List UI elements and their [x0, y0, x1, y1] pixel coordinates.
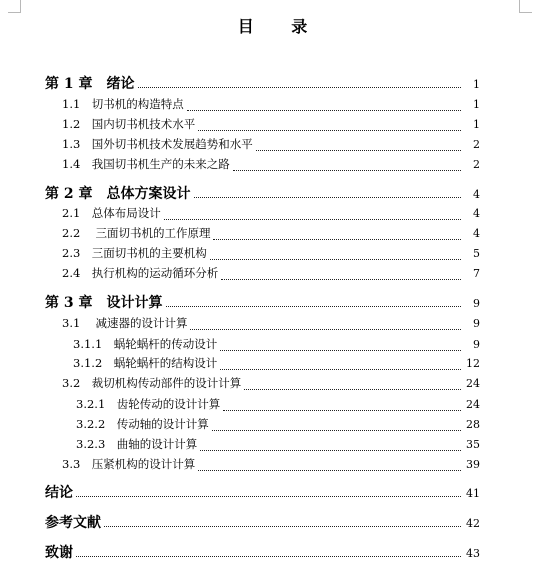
toc-entry-text: 参考文献: [45, 515, 101, 531]
dot-leader: [76, 495, 461, 497]
toc-page-number: 41: [466, 487, 480, 500]
toc-page-number: 28: [466, 418, 480, 431]
toc-entry-text: 1.4 我国切书机生产的未来之路: [62, 157, 230, 171]
dot-leader: [233, 169, 461, 171]
toc-page-number: 4: [473, 188, 480, 201]
dot-leader: [198, 469, 461, 471]
toc-entry-3-2-1[interactable]: [0, 396, 545, 416]
toc-page-number: 4: [473, 227, 480, 240]
toc-entry-text: 3.1.2 蜗轮蜗杆的结构设计: [73, 356, 218, 370]
toc-entry-chapter-3[interactable]: [0, 292, 545, 312]
dot-leader: [164, 218, 461, 220]
toc-entry-3-1-1[interactable]: [0, 336, 545, 356]
dot-leader: [223, 409, 461, 411]
toc-entry-text: 结论: [45, 485, 73, 501]
toc-title: 目 录: [237, 17, 324, 36]
dot-leader: [76, 555, 461, 557]
dot-leader: [221, 278, 461, 280]
toc-entry-1-1[interactable]: [0, 96, 545, 116]
dot-leader: [104, 525, 461, 527]
toc-page-number: 9: [473, 338, 480, 351]
toc-entry-text: 第 3 章 设计计算: [45, 295, 163, 311]
toc-page-number: 12: [466, 357, 480, 370]
toc-page-number: 1: [473, 118, 480, 131]
toc-page-number: 4: [473, 207, 480, 220]
toc-page-number: 35: [466, 438, 480, 451]
toc-entry-text: 3.1.1 蜗轮蜗杆的传动设计: [73, 337, 218, 351]
toc-entry-text: 3.2.2 传动轴的设计计算: [76, 417, 209, 431]
toc-entry-references[interactable]: [0, 512, 545, 532]
dot-leader: [200, 449, 461, 451]
toc-entry-text: 1.2 国内切书机技术水平: [62, 117, 196, 131]
dot-leader: [198, 129, 461, 131]
toc-entry-2-4[interactable]: [0, 265, 545, 285]
toc-page-number: 1: [473, 98, 480, 111]
toc-entry-text: 3.3 压紧机构的设计计算: [62, 457, 196, 471]
toc-entry-text: 第 1 章 绪论: [45, 76, 135, 92]
toc-entry-3-2-2[interactable]: [0, 416, 545, 436]
dot-leader: [256, 149, 461, 151]
page-corner-mark-right: [519, 0, 532, 13]
toc-entry-conclusion[interactable]: [0, 482, 545, 502]
dot-leader: [187, 109, 461, 111]
dot-leader: [244, 388, 461, 390]
toc-entry-text: 3.2 裁切机构传动部件的设计计算: [62, 376, 242, 390]
toc-entry-text: 第 2 章 总体方案设计: [45, 186, 191, 202]
dot-leader: [212, 429, 461, 431]
toc-entry-3-1-2[interactable]: [0, 355, 545, 375]
toc-page-number: 43: [466, 547, 480, 560]
toc-page-number: 1: [473, 78, 480, 91]
toc-entry-2-1[interactable]: [0, 205, 545, 225]
toc-entry-text: 3.2.1 齿轮传动的设计计算: [76, 397, 221, 411]
dot-leader: [220, 368, 461, 370]
toc-entry-chapter-2[interactable]: [0, 183, 545, 203]
toc-page-number: 24: [466, 377, 480, 390]
toc-entry-text: 1.3 国外切书机技术发展趋势和水平: [62, 137, 253, 151]
toc-entry-3-1[interactable]: [0, 315, 545, 335]
dot-leader: [194, 196, 462, 198]
dot-leader: [138, 86, 462, 88]
toc-entry-chapter-1[interactable]: [0, 73, 545, 93]
toc-entry-3-3[interactable]: [0, 456, 545, 476]
toc-entry-text: 2.2 三面切书机的工作原理: [62, 226, 211, 240]
dot-leader: [213, 238, 461, 240]
toc-page-number: 9: [473, 317, 480, 330]
toc-entry-text: 1.1 切书机的构造特点: [62, 97, 184, 111]
toc-entry-1-4[interactable]: [0, 156, 545, 176]
dot-leader: [190, 328, 461, 330]
toc-page-number: 7: [473, 267, 480, 280]
toc-entry-acknowledgements[interactable]: [0, 542, 545, 562]
toc-page-number: 2: [473, 158, 480, 171]
toc-entry-text: 2.3 三面切书机的主要机构: [62, 246, 207, 260]
toc-page-number: 2: [473, 138, 480, 151]
toc-entry-2-2[interactable]: [0, 225, 545, 245]
toc-page-number: 5: [473, 247, 480, 260]
toc-page-number: 39: [466, 458, 480, 471]
toc-entry-text: 3.1 减速器的设计计算: [62, 316, 188, 330]
toc-entry-text: 2.4 执行机构的运动循环分析: [62, 266, 219, 280]
toc-entry-3-2[interactable]: [0, 375, 545, 395]
toc-page-number: 24: [466, 398, 480, 411]
dot-leader: [210, 258, 461, 260]
toc-entry-1-2[interactable]: [0, 116, 545, 136]
toc-entry-text: 3.2.3 曲轴的设计计算: [76, 437, 198, 451]
dot-leader: [220, 349, 461, 351]
toc-entry-text: 致谢: [45, 545, 73, 561]
toc-entry-1-3[interactable]: [0, 136, 545, 156]
toc-page-number: 42: [466, 517, 480, 530]
toc-entry-3-2-3[interactable]: [0, 436, 545, 456]
toc-entry-2-3[interactable]: [0, 245, 545, 265]
toc-entry-text: 2.1 总体布局设计: [62, 206, 161, 220]
toc-page-number: 9: [473, 297, 480, 310]
dot-leader: [166, 305, 462, 307]
page-corner-mark-left: [8, 0, 21, 13]
